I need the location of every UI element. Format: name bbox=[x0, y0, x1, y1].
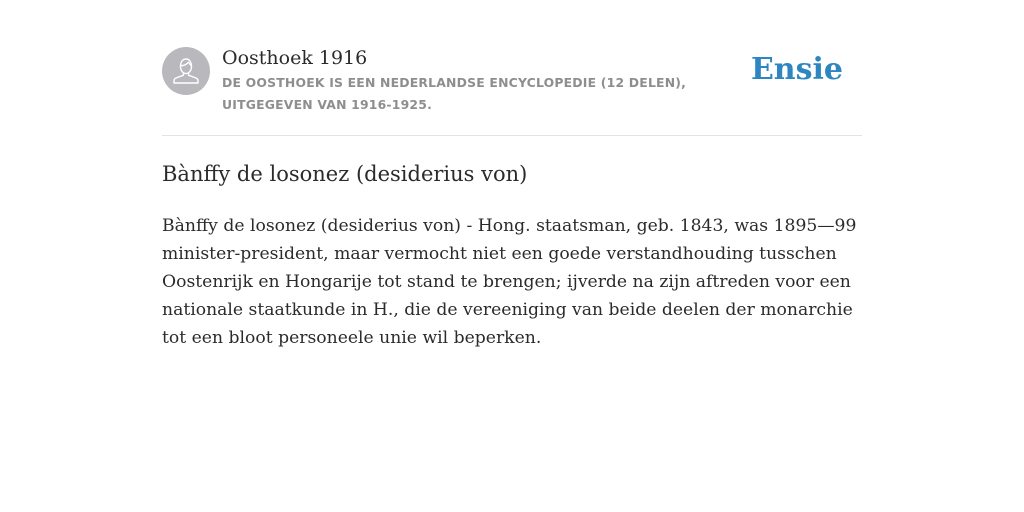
content-container bbox=[162, 0, 862, 348]
article-title: Bànffy de losonez (desiderius von) bbox=[162, 162, 528, 186]
avatar[interactable] bbox=[162, 47, 210, 95]
source-description: DE OOSTHOEK IS EEN NEDERLANDSE ENCYCLOPEDIE (12 DELEN), UITGEGEVEN VAN 1916-1925. bbox=[222, 75, 687, 112]
user-icon bbox=[162, 47, 210, 95]
source-header bbox=[162, 0, 862, 136]
article-body: Bànffy de losonez (desiderius von) - Hong. staatsman, geb. 1843, was 1895—99 minister-president, maar vermocht niet een goede verstandhouding tusschen Oostenrijk en Hongarije tot stand te brengen; ijverde na zijn aftreden voor een nationale staatkunde in H., die de vereeniging van beide deelen der monarchie tot een bloot personeele unie wil beperken. bbox=[162, 216, 857, 348]
source-title[interactable]: Oosthoek 1916 bbox=[222, 47, 368, 69]
brand-logo[interactable]: Ensie bbox=[750, 52, 843, 87]
